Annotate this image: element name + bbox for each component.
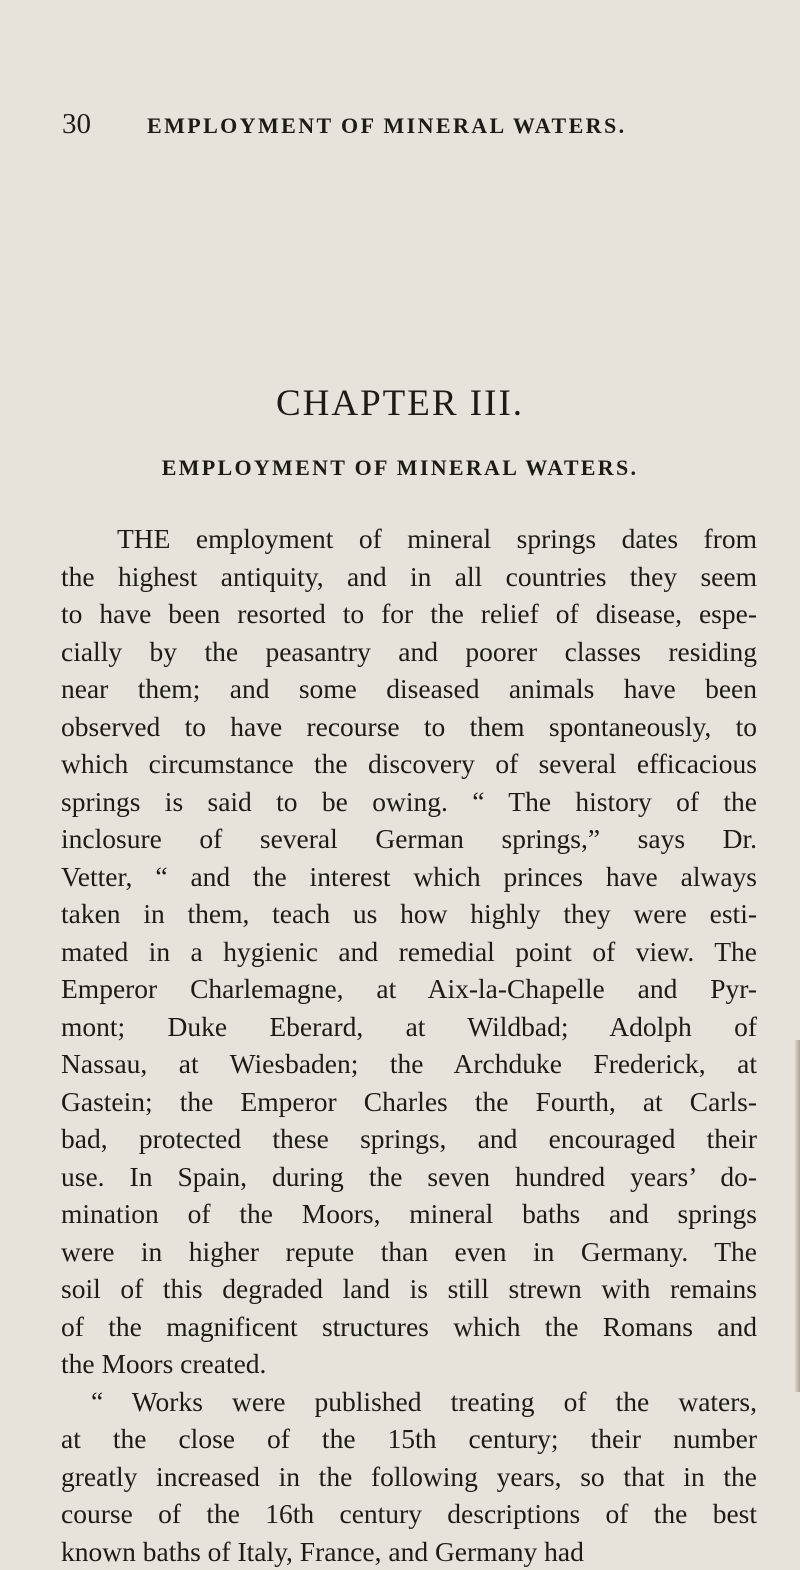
text-line: cially by the peasantry and poorer classes residing: [61, 633, 757, 671]
text-line: springs is said to be owing. “ The history of the: [61, 783, 757, 821]
text-line: the highest antiquity, and in all countries they seem: [61, 558, 757, 596]
running-head: [62, 108, 752, 142]
page-number: 30: [62, 108, 91, 141]
text-line: “ Works were published treating of the waters,: [61, 1383, 757, 1421]
text-line: use. In Spain, during the seven hundred years’ do-: [61, 1158, 757, 1196]
text-line: observed to have recourse to them spontaneously, to: [61, 708, 757, 746]
text-line: THE employment of mineral springs dates from: [61, 520, 757, 558]
text-line: Emperor Charlemagne, at Aix-la-Chapelle and Pyr-: [61, 970, 757, 1008]
text-line: the Moors created.: [61, 1345, 757, 1383]
text-line: mont; Duke Eberard, at Wildbad; Adolph of: [61, 1008, 757, 1046]
paragraph: [61, 520, 757, 1383]
text-line: mated in a hygienic and remedial point of view. The: [61, 933, 757, 971]
text-line: to have been resorted to for the relief of disease, espe-: [61, 595, 757, 633]
text-line: were in higher repute than even in Germany. The: [61, 1233, 757, 1271]
text-line: taken in them, teach us how highly they were esti-: [61, 895, 757, 933]
body-text: [61, 520, 757, 1570]
text-line: soil of this degraded land is still strewn with remains: [61, 1270, 757, 1308]
text-line: Vetter, “ and the interest which princes have always: [61, 858, 757, 896]
text-line: near them; and some diseased animals have been: [61, 670, 757, 708]
text-line: at the close of the 15th century; their number: [61, 1420, 757, 1458]
chapter-subtitle: EMPLOYMENT OF MINERAL WATERS.: [0, 455, 800, 481]
text-line: Gastein; the Emperor Charles the Fourth, at Carls-: [61, 1083, 757, 1121]
text-line: which circumstance the discovery of several efficacious: [61, 745, 757, 783]
text-line: Nassau, at Wiesbaden; the Archduke Frederick, at: [61, 1045, 757, 1083]
text-line: greatly increased in the following years, so that in the: [61, 1458, 757, 1496]
chapter-title: CHAPTER III.: [0, 382, 800, 425]
text-line: known baths of Italy, France, and Germany had: [61, 1533, 757, 1570]
paragraph: [61, 1383, 757, 1570]
page-edge-shadow: [794, 1040, 800, 1392]
text-line: course of the 16th century descriptions of the best: [61, 1495, 757, 1533]
text-line: of the magnificent structures which the Romans and: [61, 1308, 757, 1346]
text-line: mination of the Moors, mineral baths and springs: [61, 1195, 757, 1233]
running-title: EMPLOYMENT OF MINERAL WATERS.: [147, 113, 627, 139]
text-line: inclosure of several German springs,” says Dr.: [61, 820, 757, 858]
text-line: bad, protected these springs, and encouraged their: [61, 1120, 757, 1158]
